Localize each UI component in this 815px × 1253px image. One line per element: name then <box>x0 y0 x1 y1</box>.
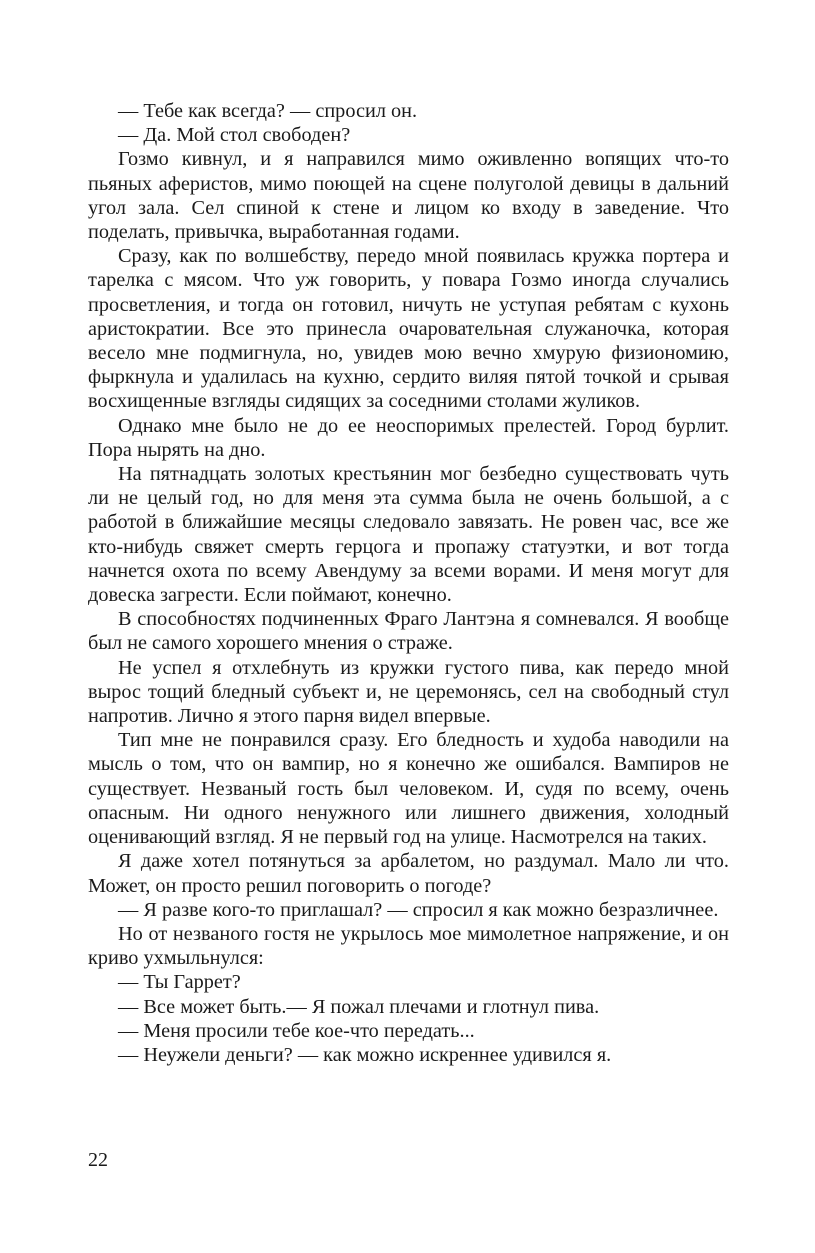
paragraph: Однако мне было не до ее неоспоримых прелестей. Город бурлит. Пора нырять на дно. <box>88 414 729 461</box>
paragraph: Я даже хотел потянуться за арбалетом, но раздумал. Мало ли что. Может, он просто решил поговорить о погоде? <box>88 850 729 897</box>
page-number: 22 <box>88 1149 108 1171</box>
paragraph: — Да. Мой стол свободен? <box>118 124 351 147</box>
paragraph: Не успел я отхлебнуть из кружки густого пива, как передо мной вырос тощий бледный субъект и, не церемонясь, сел на свободный стул напротив. Лично я этого парня видел впервые. <box>88 656 729 728</box>
paragraph: Гозмо кивнул, и я направился мимо оживленно вопящих что-то пьяных аферистов, мимо поющей на сцене полуголой девицы в дальний угол зала. Сел спиной к стене и лицом ко входу в заведение. Что поделать, привычка, выработанная годами. <box>88 148 729 244</box>
paragraph: — Ты Гаррет? <box>118 971 241 994</box>
paragraph: — Тебе как всегда? — спросил он. <box>118 100 418 122</box>
paragraph: В способностях подчиненных Фраго Лантэна я сомневался. Я вообще был не самого хорошего мнения о страже. <box>88 608 729 655</box>
book-page-text <box>88 99 729 1067</box>
paragraph: Сразу, как по волшебству, передо мной появилась кружка портера и тарелка с мясом. Что уж говорить, у повара Гозмо иногда случались просветления, и тогда он готовил, ничуть не уступая ребятам с кухонь аристократии. Все это принесла очаровательная служаночка, которая весело мне подмигнула, но, увидев мою вечно хмурую физиономию, фыркнула и удалилась на кухню, сердито виляя пятой точкой и срывая восхищенные взгляды сидящих за соседними столами жуликов. <box>88 245 729 413</box>
paragraph: — Я разве кого-то приглашал? — спросил я как можно безразличнее. <box>118 898 719 921</box>
paragraph: Тип мне не понравился сразу. Его бледность и худоба наводили на мысль о том, что он вампир, но я конечно же ошибался. Вампиров не существует. Незваный гость был человеком. И, судя по всему, очень опасным. Ни одного ненужного или лишнего движения, холодный оценивающий взгляд. Я не первый год на улице. Насмотрелся на таких. <box>88 729 729 849</box>
paragraph: — Все может быть.— Я пожал плечами и глотнул пива. <box>118 995 600 1018</box>
paragraph: — Неужели деньги? — как можно искреннее удивился я. <box>118 1043 612 1066</box>
paragraph: — Меня просили тебе кое-что передать... <box>118 1019 475 1042</box>
paragraph: Но от незваного гостя не укрылось мое мимолетное напряжение, и он криво ухмыльнулся: <box>88 922 729 970</box>
paragraph: На пятнадцать золотых крестьянин мог безбедно существовать чуть ли не целый год, но для меня эта сумма была не очень большой, а с работой в ближайшие месяцы следовало завязать. Не ровен час, все же кто-нибудь свяжет смерть герцога и пропажу статуэтки, и вот тогда начнется охота по всему Авендуму за всеми ворами. И меня могут для довеска загрести. Если поймают, конечно. <box>88 463 729 607</box>
